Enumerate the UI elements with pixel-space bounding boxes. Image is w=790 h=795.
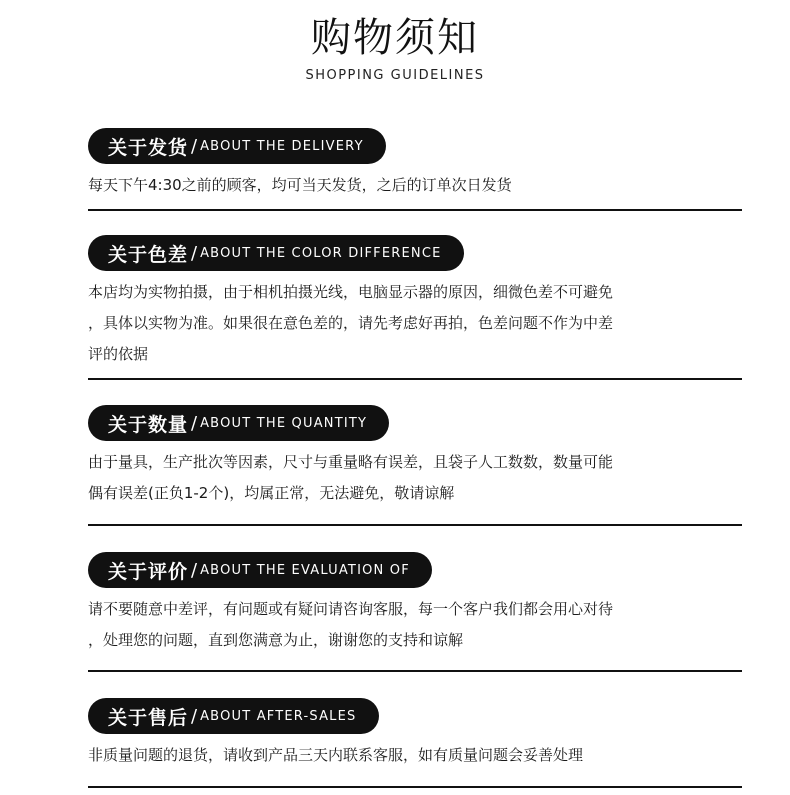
section-color-difference-slash: /: [191, 242, 198, 264]
section-evaluation-header: [88, 552, 432, 588]
section-quantity-title-en: ABOUT THE QUANTITY: [200, 415, 368, 431]
section-color-difference-line: 本店均为实物拍摄，由于相机拍摄光线，电脑显示器的原因，细微色差不可避免: [88, 283, 614, 301]
section-evaluation-title-cn: 关于评价: [108, 560, 189, 583]
section-evaluation-line: 请不要随意中差评，有问题或有疑问请咨询客服，每一个客户我们都会用心对待: [88, 600, 614, 618]
section-color-difference-text: [88, 277, 688, 370]
divider: [88, 378, 742, 380]
section-after-sales-title-cn: 关于售后: [108, 706, 189, 729]
section-after-sales-title-en: ABOUT AFTER-SALES: [200, 708, 357, 724]
divider: [88, 786, 742, 788]
divider: [88, 524, 742, 526]
section-delivery-header: [88, 128, 386, 164]
section-delivery-slash: /: [191, 135, 198, 157]
section-delivery-text: [88, 170, 688, 201]
section-quantity-line: 偶有误差(正负1-2个)，均属正常，无法避免，敬请谅解: [88, 484, 455, 502]
section-after-sales-line: 非质量问题的退货，请收到产品三天内联系客服，如有质量问题会妥善处理: [88, 746, 584, 764]
page-title: 购物须知: [311, 15, 479, 61]
section-after-sales-slash: /: [191, 705, 198, 727]
section-color-difference-title-cn: 关于色差: [108, 243, 189, 266]
section-delivery-title-en: ABOUT THE DELIVERY: [200, 138, 364, 154]
section-evaluation-title-en: ABOUT THE EVALUATION OF: [200, 562, 410, 578]
section-color-difference-line: ，具体以实物为准。如果很在意色差的，请先考虑好再拍，色差问题不作为中差: [88, 314, 614, 332]
section-color-difference-header: [88, 235, 464, 271]
section-quantity-header: [88, 405, 389, 441]
section-evaluation-text: [88, 594, 688, 656]
section-color-difference-line: 评的依据: [88, 345, 149, 363]
section-quantity-slash: /: [191, 412, 198, 434]
section-evaluation-slash: /: [191, 559, 198, 581]
divider: [88, 670, 742, 672]
section-quantity-title-cn: 关于数量: [108, 413, 189, 436]
section-after-sales-text: [88, 740, 688, 771]
section-delivery-title-cn: 关于发货: [108, 136, 189, 159]
section-evaluation-line: ，处理您的问题，直到您满意为止，谢谢您的支持和谅解: [88, 631, 464, 649]
section-quantity-text: [88, 447, 688, 509]
divider: [88, 209, 742, 211]
section-delivery-line: 每天下午4:30之前的顾客，均可当天发货，之后的订单次日发货: [88, 176, 512, 194]
page-subtitle: SHOPPING GUIDELINES: [305, 68, 485, 83]
section-quantity-line: 由于量具，生产批次等因素，尺寸与重量略有误差，且袋子人工数数，数量可能: [88, 453, 614, 471]
section-after-sales-header: [88, 698, 379, 734]
section-color-difference-title-en: ABOUT THE COLOR DIFFERENCE: [200, 245, 442, 261]
